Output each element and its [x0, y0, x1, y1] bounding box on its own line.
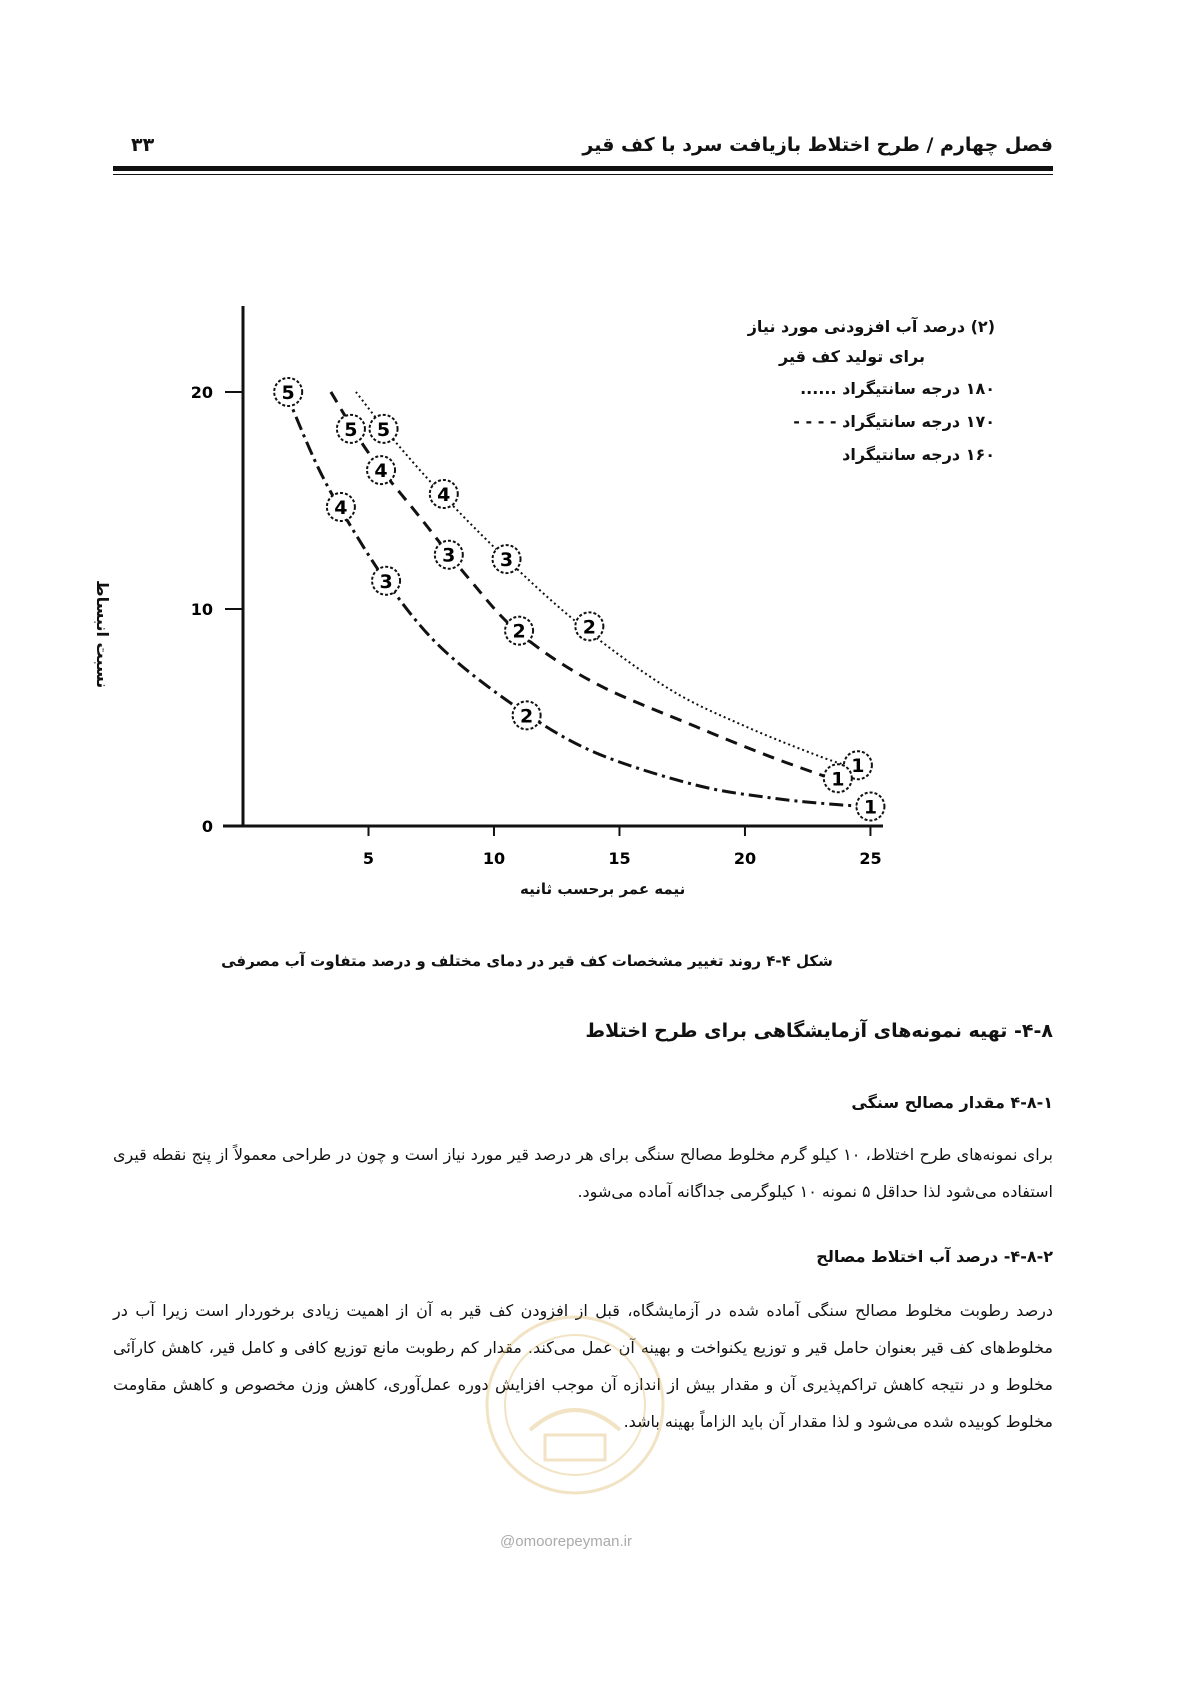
marker-label: 1 — [831, 768, 845, 791]
x-tick-label: 5 — [362, 849, 375, 868]
marker-label: 2 — [519, 705, 534, 728]
marker-label: 5 — [281, 381, 295, 404]
x-tick-label: 20 — [733, 849, 757, 868]
marker-label: 3 — [379, 570, 393, 593]
marker-label: 2 — [512, 620, 526, 643]
page-header — [113, 126, 1053, 166]
y-axis-label: نسبت انبساط — [93, 580, 112, 689]
marker-label: 3 — [499, 549, 514, 572]
legend-item-170: ۱۷۰ درجه سانتیگراد - - - - — [793, 412, 995, 431]
legend-title: (۲) درصد آب افزودنی مورد نیاز — [747, 317, 995, 336]
marker-label: 1 — [851, 755, 865, 778]
legend-subtitle: برای تولید کف قیر — [779, 347, 925, 366]
subsection-title-water: ۴-۸-۲- درصد آب اختلاط مصالح — [816, 1247, 1053, 1266]
paragraph-aggregate: برای نمونه‌های طرح اختلاط، ۱۰ کیلو گرم مخلوط مصالح سنگی برای هر درصد قیر مورد نیاز است و چون در طراحی معمولاً از پنج نقطه قیری استفاده می‌شود لذا حداقل ۵ نمونه ۱۰ کیلوگرمی جداگانه آماده می‌شود. — [113, 1145, 1053, 1201]
page-number: ۳۳ — [131, 134, 155, 156]
subsection-title-aggregate: ۴-۸-۱ مقدار مصالح سنگی — [851, 1093, 1053, 1112]
paragraph-water: درصد رطوبت مخلوط مصالح سنگی آماده شده در آزمایشگاه، قبل از افزودن کف قیر به آن از اهمیت زیادی برخوردار است زیرا آب در مخلوط‌های کف قیر بعنوان حامل قیر و توزیع یکنواخت و بهینه آن عمل می‌کند. مقدار کم رطوبت مانع توزیع کافی و کامل قیر، کاهش کارآئی مخلوط و در نتیجه کاهش تراکم‌پذیری آن و مقدار بیش از اندازه آن موجب افزایش دوره عمل‌آوری، کاهش وزن مخصوص و کاهش مقاومت مخلوط کوبیده شده می‌شود و لذا مقدار آن باید الزاماً بهینه باشد. — [113, 1301, 1053, 1431]
watermark-site: @omoorepeyman.ir — [500, 1533, 632, 1550]
x-tick-label: 15 — [608, 849, 631, 868]
chapter-title: فصل چهارم / طرح اختلاط بازیافت سرد با کف قیر — [582, 134, 1053, 156]
chart-legend — [665, 312, 995, 471]
header-rule — [113, 166, 1053, 171]
x-tick-label: 25 — [859, 849, 882, 868]
x-tick-label: 10 — [482, 849, 506, 868]
legend-item-180: ۱۸۰ درجه سانتیگراد ...... — [800, 379, 995, 398]
header-rule-thin — [113, 174, 1053, 175]
y-tick-label: 10 — [190, 599, 213, 619]
marker-label: 5 — [376, 418, 391, 441]
marker-label: 4 — [334, 496, 348, 519]
figure-caption: شکل ۴-۴ روند تغییر مشخصات کف قیر در دمای مختلف و درصد متفاوت آب مصرفی — [221, 952, 833, 970]
y-tick-label: 20 — [190, 382, 213, 402]
marker-label: 1 — [863, 796, 878, 819]
legend-item-160: ۱۶۰ درجه سانتیگراد — [842, 445, 995, 464]
y-tick-label: 0 — [201, 817, 213, 836]
marker-label: 4 — [374, 460, 388, 483]
marker-label: 5 — [344, 418, 358, 441]
section-title: ۴-۸- تهیه نمونه‌های آزمایشگاهی برای طرح اختلاط — [585, 1020, 1053, 1042]
marker-label: 3 — [442, 544, 456, 567]
x-axis-label: نیمه عمر برحسب ثانیه — [520, 880, 686, 898]
marker-label: 2 — [582, 616, 596, 639]
watermark-seal — [480, 1310, 670, 1500]
marker-label: 4 — [437, 483, 451, 506]
